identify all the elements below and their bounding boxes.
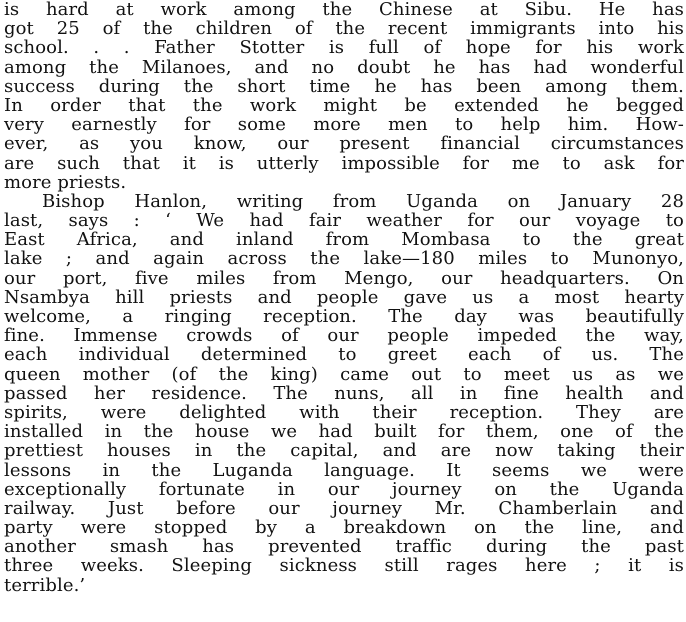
text-line: party were stopped by a breakdown on the line, and (4, 517, 684, 539)
text-line: another smash has prevented traffic during the past (4, 536, 684, 558)
text-line: Nsambya hill priests and people gave us a most hearty (4, 286, 684, 308)
article-text-column (4, 0, 684, 595)
text-line: among the Milanoes, and no doubt he has had wonderful (4, 56, 684, 78)
text-line: fine. Immense crowds of our people impeded the way, (4, 325, 684, 347)
text-line: passed her residence. The nuns, all in fine health and (4, 382, 684, 404)
text-line: are such that it is utterly impossible for me to ask for (4, 152, 684, 174)
text-line: lessons in the Luganda language. It seems we were (4, 459, 684, 481)
text-line: prettiest houses in the capital, and are now taking their (4, 440, 684, 462)
paragraph-bishop-hanlon-letter (4, 192, 684, 595)
text-line: East Africa, and inland from Mombasa to the great (4, 229, 684, 251)
text-line: very earnestly for some more men to help him. How- (4, 114, 684, 136)
text-line: is hard at work among the Chinese at Sibu. He has (4, 0, 684, 20)
text-line: exceptionally fortunate in our journey on the Uganda (4, 478, 684, 500)
text-line: railway. Just before our journey Mr. Chamberlain and (4, 497, 684, 519)
text-line: welcome, a ringing reception. The day was beautifully (4, 306, 684, 327)
text-line: got 25 of the children of the recent immigrants into his (4, 18, 684, 40)
text-line: ever, as you know, our present financial circumstances (4, 133, 684, 155)
text-line: spirits, were delighted with their reception. They are (4, 401, 684, 423)
text-line: queen mother (of the king) came out to meet us as we (4, 363, 684, 385)
text-line: In order that the work might be extended he begged (4, 94, 684, 116)
text-line: Bishop Hanlon, writing from Uganda on January 28 (42, 190, 684, 212)
text-line: more priests. (4, 171, 127, 193)
text-line: last, says : ‘ We had fair weather for our voyage to (4, 210, 684, 232)
text-line: three weeks. Sleeping sickness still rages here ; it is (4, 555, 684, 577)
text-line: school. . . Father Stotter is full of hope for his work (4, 37, 684, 59)
paragraph-sibu-mission (4, 0, 684, 192)
text-line: installed in the house we had built for them, one of the (4, 421, 684, 443)
text-line: our port, five miles from Mengo, our headquarters. On (4, 267, 684, 289)
text-line: success during the short time he has been among them. (4, 75, 684, 97)
text-line: lake ; and again across the lake—180 miles to Munonyo, (4, 248, 684, 270)
text-line: terrible.’ (4, 574, 86, 596)
text-line: each individual determined to greet each of us. The (4, 344, 684, 366)
